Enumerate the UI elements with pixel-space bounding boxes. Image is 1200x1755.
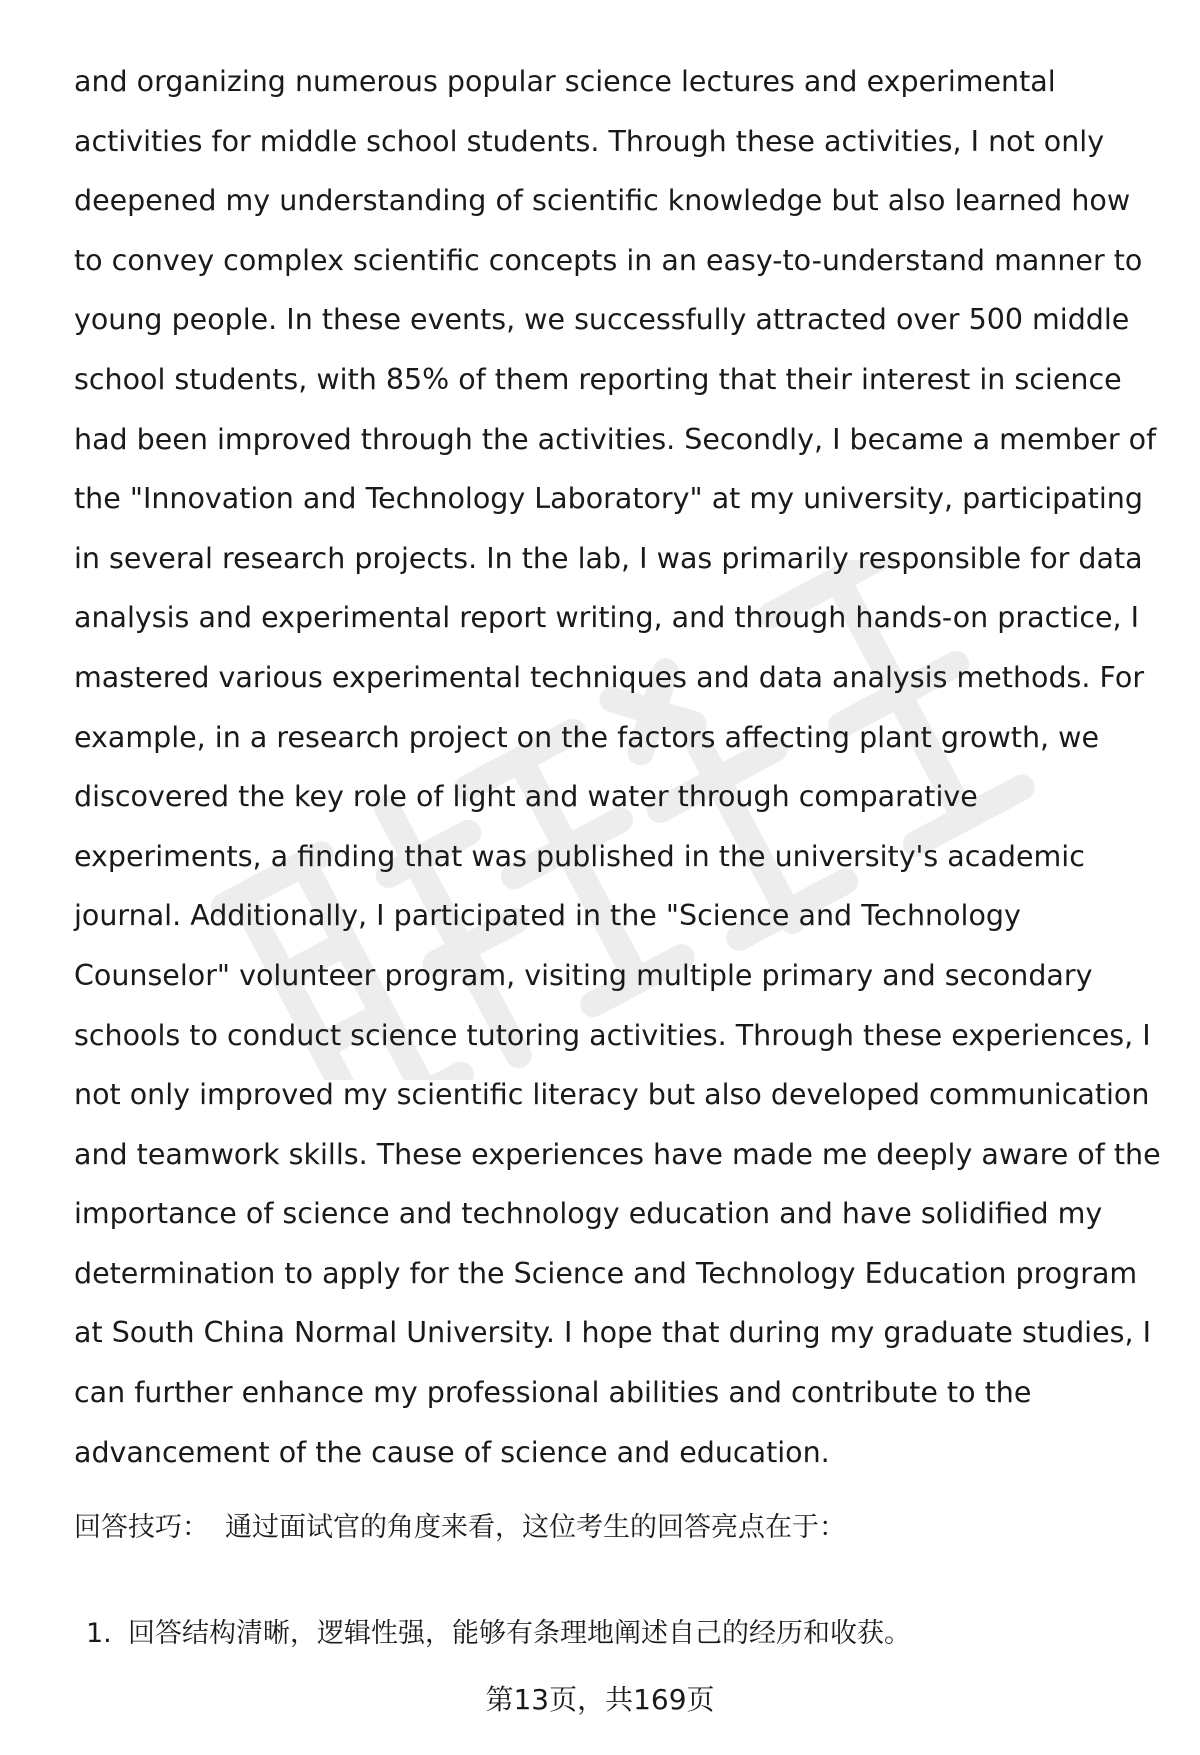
body-line: in several research projects. In the lab, I was primarily responsible for data — [74, 541, 1143, 575]
body-line: can further enhance my professional abilities and contribute to the — [74, 1376, 1032, 1410]
body-line: advancement of the cause of science and education. — [74, 1435, 830, 1469]
body-line: example, in a research project on the factors affecting plant growth, we — [74, 720, 1099, 754]
answer-tip-label: 回答技巧： — [74, 1512, 209, 1543]
body-line: had been improved through the activities. Secondly, I became a member of — [74, 422, 1157, 456]
body-line: and organizing numerous popular science lectures and experimental — [74, 65, 1056, 98]
body-line: journal. Additionally, I participated in the "Science and Technology — [74, 899, 1021, 933]
body-line: experiments, a finding that was published in the university's academic — [74, 839, 1085, 873]
body-line: Counselor" volunteer program, visiting multiple primary and secondary — [74, 958, 1093, 992]
body-line: deepened my understanding of scientific knowledge but also learned how — [74, 184, 1131, 218]
document-body — [74, 52, 1161, 1482]
list-item-text: 回答结构清晰，逻辑性强，能够有条理地阐述自己的经历和收获。 — [128, 1618, 911, 1649]
answer-tip-text: 通过面试官的角度来看，这位考生的回答亮点在于： — [225, 1512, 846, 1543]
body-line: and teamwork skills. These experiences have made me deeply aware of the — [74, 1137, 1161, 1171]
list-item-number: 1. — [86, 1618, 112, 1649]
answer-tip — [74, 1508, 846, 1548]
page-number: 第13页，共169页 — [485, 1683, 715, 1716]
body-line: to convey complex scientific concepts in an easy-to-understand manner to — [74, 243, 1143, 277]
list-item — [86, 1614, 911, 1654]
body-line: the "Innovation and Technology Laboratory" at my university, participating — [74, 482, 1143, 516]
body-line: young people. In these events, we successfully attracted over 500 middle — [74, 303, 1130, 337]
body-line: school students, with 85% of them reporting that their interest in science — [74, 362, 1122, 396]
body-line: activities for middle school students. Through these activities, I not only — [74, 124, 1105, 158]
body-line: mastered various experimental techniques and data analysis methods. For — [74, 660, 1145, 694]
body-line: analysis and experimental report writing, and through hands-on practice, I — [74, 601, 1140, 635]
body-line: determination to apply for the Science and Technology Education program — [74, 1256, 1138, 1290]
body-line: importance of science and technology education and have solidified my — [74, 1197, 1103, 1231]
body-line: discovered the key role of light and water through comparative — [74, 780, 978, 814]
body-line: not only improved my scientific literacy but also developed communication — [74, 1078, 1150, 1112]
body-line: at South China Normal University. I hope that during my graduate studies, I — [74, 1316, 1151, 1350]
body-line: schools to conduct science tutoring activities. Through these experiences, I — [74, 1018, 1151, 1052]
body-paragraph — [74, 52, 1161, 1482]
